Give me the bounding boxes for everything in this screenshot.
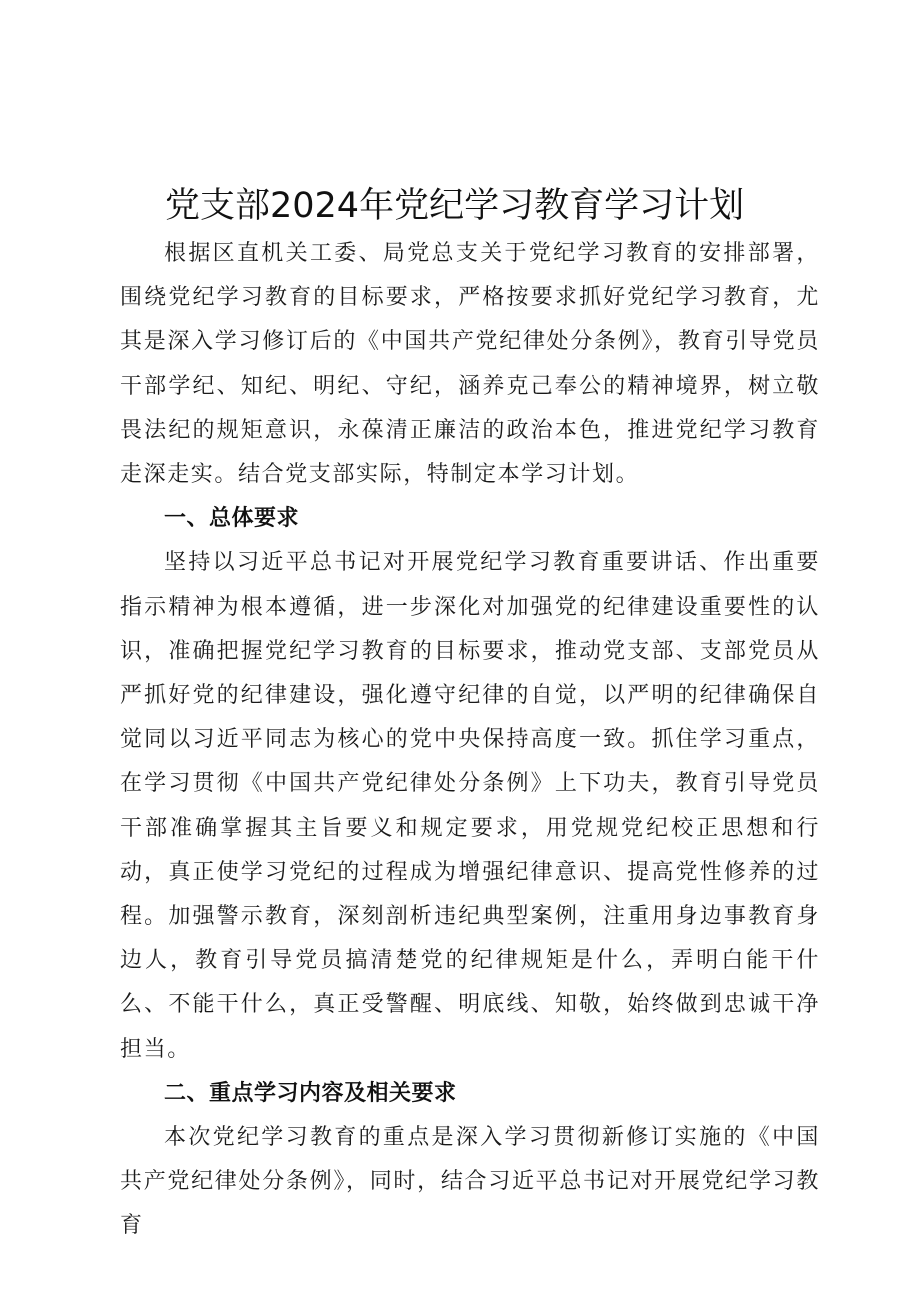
section2-heading: 二、重点学习内容及相关要求: [164, 1080, 457, 1106]
document-title: 党支部2024年党纪学习教育学习计划: [165, 186, 745, 226]
intro-paragraph: 根据区直机关工委、局党总支关于党纪学习教育的安排部署，围绕党纪学习教育的目标要求，严格按要求抓好党纪学习教育，尤其是深入学习修订后的《中国共产党纪律处分条例》，教育引导党员干部学纪、知纪、明纪、守纪，涵养克己奉公的精神境界，树立敬畏法纪的规矩意识，永葆清正廉洁的政治本色，推进党纪学习教育走深走实。结合党支部实际，特制定本学习计划。: [120, 241, 820, 488]
document-body: [120, 232, 820, 1249]
section1-paragraph: 坚持以习近平总书记对开展党纪学习教育重要讲话、作出重要指示精神为根本遵循，进一步深化对加强党的纪律建设重要性的认识，准确把握党纪学习教育的目标要求，推动党支部、支部党员从严抓好党的纪律建设，强化遵守纪律的自觉，以严明的纪律确保自觉同以习近平同志为核心的党中央保持高度一致。抓住学习重点，在学习贯彻《中国共产党纪律处分条例》上下功夫，教育引导党员干部准确掌握其主旨要义和规定要求，用党规党纪校正思想和行动，真正使学习党纪的过程成为增强纪律意识、提高党性修养的过程。加强警示教育，深刻剖析违纪典型案例，注重用身边事教育身边人，教育引导党员搞清楚党的纪律规矩是什么，弄明白能干什么、不能干什么，真正受警醒、明底线、知敬，始终做到忠诚干净担当。: [120, 550, 820, 1062]
section1-heading: 一、总体要求: [164, 506, 300, 532]
section2-paragraph: 本次党纪学习教育的重点是深入学习贯彻新修订实施的《中国共产党纪律处分条例》，同时，结合习近平总书记对开展党纪学习教育: [120, 1125, 820, 1239]
